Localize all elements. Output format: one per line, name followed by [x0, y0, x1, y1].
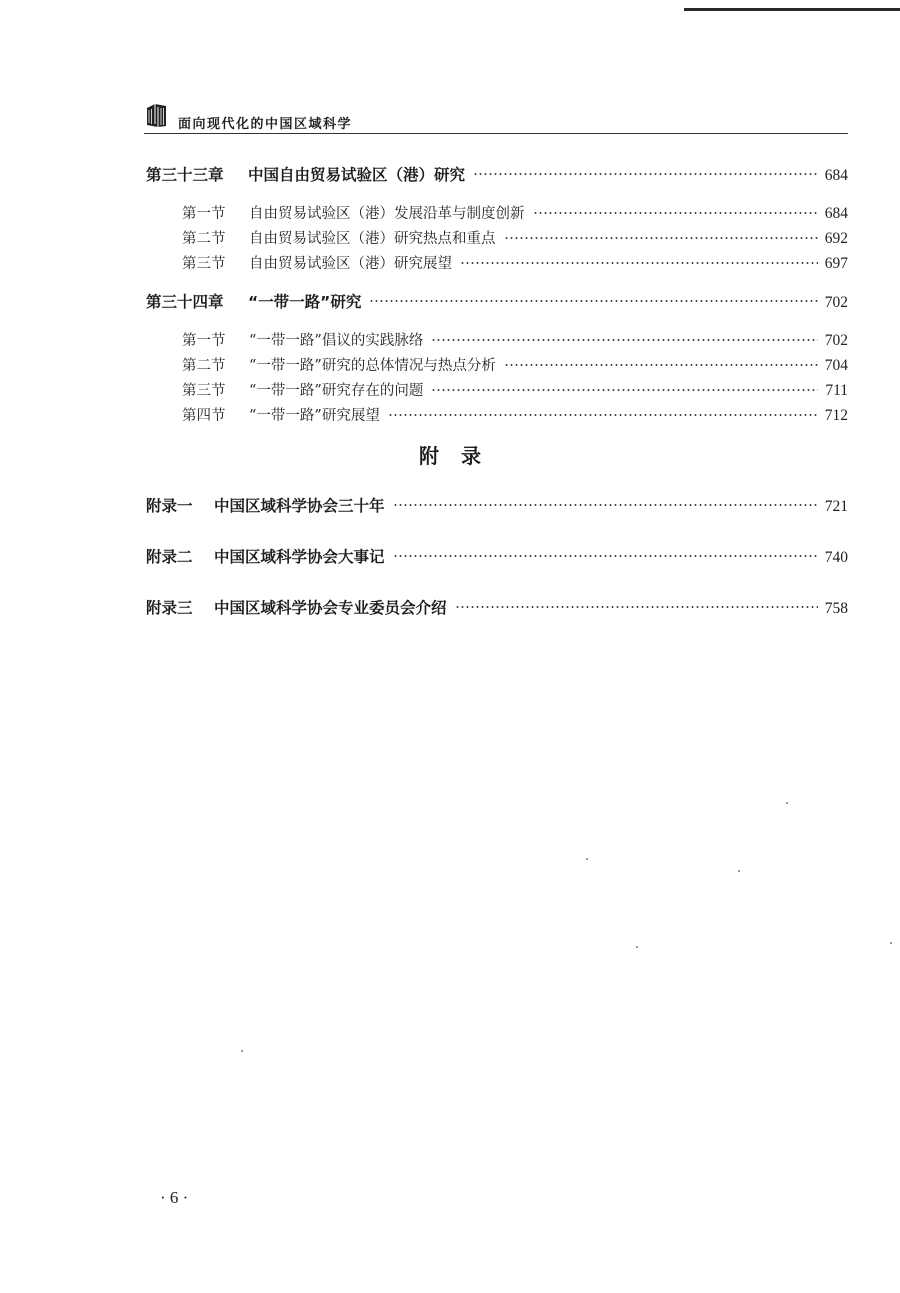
- dot-leader: [431, 339, 817, 341]
- page-ref: 702: [824, 294, 848, 311]
- dot-leader: [369, 300, 817, 302]
- toc-chapter-entry[interactable]: [146, 163, 848, 185]
- dot-leader: [473, 173, 818, 175]
- section-number: 第三节: [182, 256, 226, 272]
- dot-leader: [388, 414, 818, 416]
- toc-section-entry[interactable]: [182, 354, 848, 375]
- chapter-title: “一带一路”研究: [248, 293, 362, 311]
- dot-leader: [393, 504, 818, 506]
- toc-section-entry[interactable]: [182, 404, 848, 425]
- running-header: [144, 100, 848, 134]
- page-ref: 684: [824, 167, 848, 184]
- toc-section-entry[interactable]: [182, 379, 848, 400]
- page-ref: 697: [824, 255, 848, 272]
- toc-section-entry[interactable]: [182, 252, 848, 273]
- scan-speck: [636, 946, 638, 948]
- page-ref: 704: [824, 357, 848, 374]
- section-title: “一带一路”研究存在的问题: [249, 383, 424, 399]
- page-ref: 758: [824, 600, 848, 617]
- section-number: 第三节: [182, 383, 226, 399]
- section-title: “一带一路”研究的总体情况与热点分析: [249, 358, 496, 374]
- page-ref: 684: [824, 205, 848, 222]
- dot-leader: [460, 262, 818, 264]
- toc-section-entry[interactable]: [182, 227, 848, 248]
- dot-leader: [504, 237, 818, 239]
- toc-appendix-entry[interactable]: [146, 494, 848, 516]
- toc-appendix-entry[interactable]: [146, 545, 848, 567]
- page-ref: 712: [824, 407, 848, 424]
- dot-leader: [504, 364, 818, 366]
- toc-chapter-entry[interactable]: [146, 290, 848, 312]
- page-ref: 692: [824, 230, 848, 247]
- section-title: “一带一路”研究展望: [249, 408, 380, 424]
- section-title: 自由贸易试验区（港）研究热点和重点: [249, 231, 496, 247]
- section-number: 第四节: [182, 408, 226, 424]
- appendix-title: 中国区域科学协会专业委员会介绍: [214, 599, 447, 617]
- scan-edge-line: [684, 8, 900, 11]
- scan-speck: [738, 870, 740, 872]
- section-number: 第一节: [182, 206, 226, 222]
- chapter-number: 第三十三章: [146, 166, 224, 184]
- page-ref: 740: [824, 549, 848, 566]
- page-ref: 721: [824, 498, 848, 515]
- section-number: 第二节: [182, 358, 226, 374]
- dot-leader: [533, 212, 818, 214]
- toc-section-entry[interactable]: [182, 329, 848, 350]
- dot-leader: [431, 389, 818, 391]
- book-spines-icon: [144, 102, 168, 128]
- dot-leader: [455, 606, 818, 608]
- dot-leader: [393, 555, 818, 557]
- scan-speck: [586, 858, 588, 860]
- chapter-title: 中国自由贸易试验区（港）研究: [248, 166, 466, 184]
- section-number: 第一节: [182, 333, 226, 349]
- appendix-number: 附录二: [146, 548, 193, 566]
- chapter-number: 第三十四章: [146, 293, 224, 311]
- section-title: “一带一路”倡议的实践脉络: [249, 333, 424, 349]
- section-title: 自由贸易试验区（港）发展沿革与制度创新: [249, 206, 525, 222]
- appendix-number: 附录三: [146, 599, 193, 617]
- scan-speck: [786, 802, 788, 804]
- running-header-title: 面向现代化的中国区域科学: [178, 117, 353, 132]
- appendix-title: 中国区域科学协会三十年: [214, 497, 385, 515]
- scan-speck: [890, 942, 892, 944]
- appendix-number: 附录一: [146, 497, 193, 515]
- section-title: 自由贸易试验区（港）研究展望: [249, 256, 452, 272]
- section-number: 第二节: [182, 231, 226, 247]
- appendix-title: 中国区域科学协会大事记: [214, 548, 385, 566]
- page-ref: 702: [824, 332, 848, 349]
- toc-appendix-entry[interactable]: [146, 596, 848, 618]
- header-rule: [144, 133, 848, 134]
- scan-speck: [241, 1050, 243, 1052]
- page-ref: 711: [825, 382, 848, 399]
- toc-section-entry[interactable]: [182, 202, 848, 223]
- page-number: · 6 ·: [160, 1188, 189, 1207]
- appendix-heading: 附录: [419, 444, 503, 468]
